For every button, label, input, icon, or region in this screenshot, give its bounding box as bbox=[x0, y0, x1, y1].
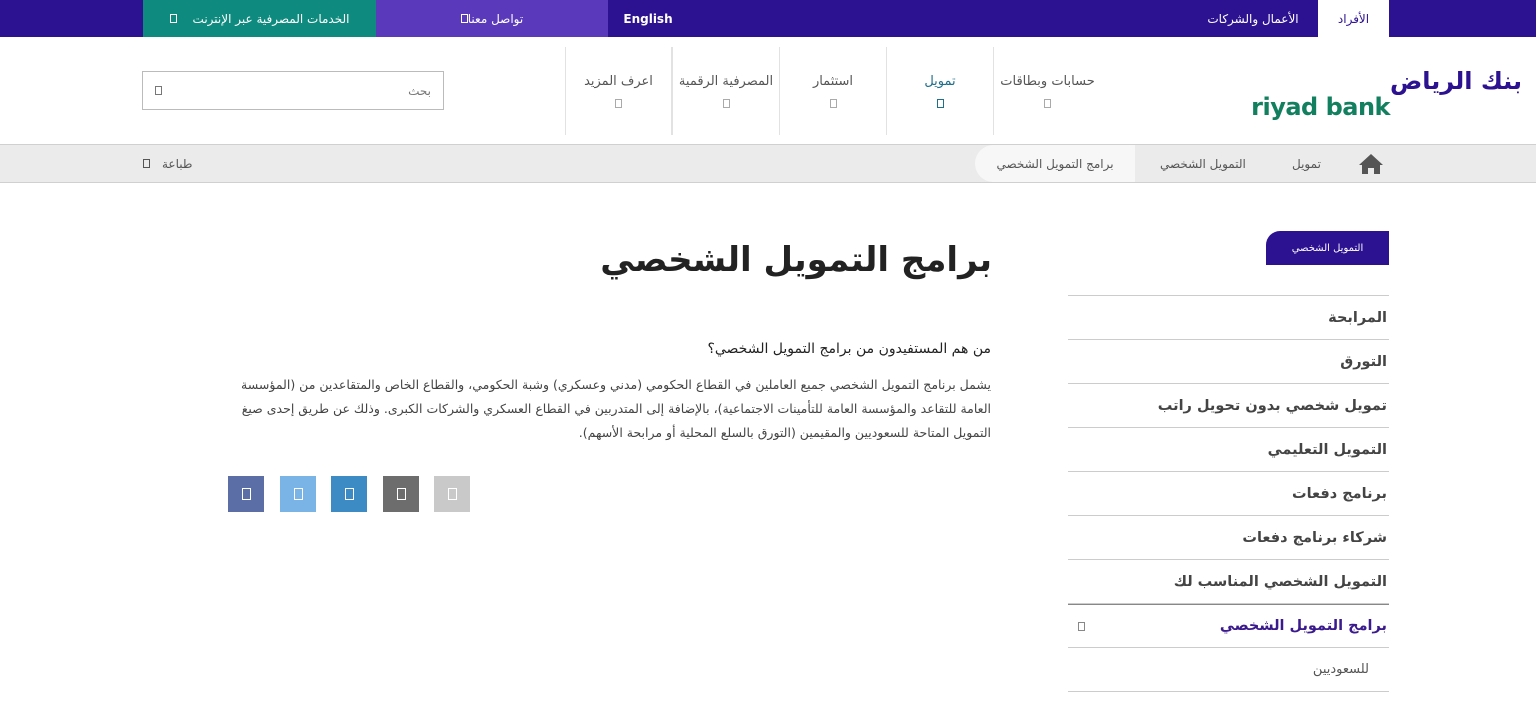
sidebar-menu bbox=[1068, 295, 1389, 692]
chevron-down-icon bbox=[1044, 99, 1051, 108]
online-banking-link[interactable] bbox=[143, 0, 376, 37]
search-input[interactable] bbox=[191, 84, 431, 98]
print-link[interactable] bbox=[143, 145, 192, 182]
chevron-down-icon bbox=[937, 99, 944, 108]
sidebar-subitem-label: للسعوديين bbox=[1312, 662, 1369, 677]
riyad-bank-logo[interactable] bbox=[1218, 65, 1522, 121]
print-icon bbox=[448, 488, 457, 500]
share-facebook-button[interactable] bbox=[228, 476, 264, 512]
sidebar-item-label: تمويل شخصي بدون تحويل راتب bbox=[1157, 397, 1387, 414]
breadcrumb-item-finance[interactable]: تمويل bbox=[1292, 156, 1321, 171]
sidebar-item-personal-finance-programs[interactable] bbox=[1068, 604, 1389, 648]
chevron-down-icon bbox=[723, 99, 730, 108]
logo-graphic bbox=[1218, 65, 1522, 121]
twitter-icon bbox=[294, 488, 303, 500]
nav-accounts-cards-label: حسابات وبطاقات bbox=[1000, 74, 1095, 89]
nav-learn-more[interactable] bbox=[565, 47, 672, 135]
collapse-icon bbox=[1078, 622, 1085, 631]
nav-digital-banking[interactable] bbox=[672, 47, 779, 135]
sidebar-item-label: المرابحة bbox=[1328, 309, 1387, 326]
search-icon[interactable] bbox=[155, 86, 162, 95]
lock-icon bbox=[170, 14, 177, 23]
chevron-down-icon bbox=[830, 99, 837, 108]
section-paragraph: يشمل برنامج التمويل الشخصي جميع العاملين في القطاع الحكومي (مدني وعسكري) وشبة الحكومي، والقطاع الخاص والمتقاعدين من (المؤسسة العامة للتقاعد والمؤسسة العامة للتأمينات الاجتماعية)، بالإضافة إلى المتدربين في القطاع العسكري والشركات الكبرى. وذلك عن طريق إحدى صيغ التمويل المتاحة للسعوديين والمقيمين (التورق بالسلع المحلية أو مرابحة الأسهم). bbox=[241, 377, 991, 440]
sidebar-item-dafaat[interactable] bbox=[1068, 472, 1389, 516]
sidebar-item-label: التمويل التعليمي bbox=[1267, 441, 1387, 458]
sidebar-item-label: التمويل الشخصي المناسب لك bbox=[1173, 573, 1387, 590]
print-icon bbox=[143, 159, 150, 168]
top-bar bbox=[0, 0, 1536, 37]
sidebar-item-murabaha[interactable] bbox=[1068, 296, 1389, 340]
breadcrumb-item-current: برامج التمويل الشخصي bbox=[975, 145, 1135, 182]
section-question: من هم المستفيدون من برامج التمويل الشخصي؟ bbox=[707, 341, 991, 357]
nav-investment-label: استثمار bbox=[812, 74, 854, 89]
sidebar-item-label: برامج التمويل الشخصي bbox=[1219, 618, 1387, 634]
nav-finance-label: تمويل bbox=[924, 74, 956, 89]
phone-icon bbox=[461, 14, 468, 23]
sidebar-item-suitable-finance[interactable] bbox=[1068, 560, 1389, 604]
online-banking-label: الخدمات المصرفية عبر الإنترنت bbox=[192, 11, 350, 26]
sidebar-item-label: شركاء برنامج دفعات bbox=[1242, 529, 1387, 546]
linkedin-icon bbox=[345, 488, 354, 500]
sidebar-section-tab[interactable]: التمويل الشخصي bbox=[1266, 231, 1389, 265]
nav-digital-banking-label: المصرفية الرقمية bbox=[678, 74, 774, 89]
sidebar-item-dafaat-partners[interactable] bbox=[1068, 516, 1389, 560]
english-language-link[interactable]: English bbox=[623, 11, 673, 26]
share-print-button[interactable] bbox=[434, 476, 470, 512]
search-box bbox=[142, 71, 444, 110]
sidebar-item-tawarruq[interactable] bbox=[1068, 340, 1389, 384]
breadcrumb-item-personal-finance[interactable]: التمويل الشخصي bbox=[1160, 156, 1246, 171]
home-link[interactable] bbox=[1358, 145, 1384, 182]
sidebar-subitem-saudis[interactable] bbox=[1068, 648, 1389, 692]
tab-individuals[interactable]: الأفراد bbox=[1318, 0, 1389, 37]
sidebar-item-no-salary-transfer[interactable] bbox=[1068, 384, 1389, 428]
svg-text:riyad bank: riyad bank bbox=[1251, 93, 1390, 121]
facebook-icon bbox=[242, 488, 251, 500]
nav-accounts-cards[interactable] bbox=[993, 47, 1101, 135]
contact-label: تواصل معنا bbox=[467, 11, 524, 26]
share-email-button[interactable] bbox=[383, 476, 419, 512]
tab-business[interactable]: الأعمال والشركات bbox=[1207, 11, 1299, 26]
email-icon bbox=[397, 488, 406, 500]
share-linkedin-button[interactable] bbox=[331, 476, 367, 512]
nav-investment[interactable] bbox=[779, 47, 886, 135]
sidebar-item-label: برنامج دفعات bbox=[1292, 485, 1387, 502]
nav-learn-more-label: اعرف المزيد bbox=[584, 74, 653, 89]
home-icon bbox=[1358, 153, 1384, 175]
page-title: برامج التمويل الشخصي bbox=[600, 240, 992, 280]
chevron-down-icon bbox=[615, 99, 622, 108]
sidebar-item-label: التورق bbox=[1340, 353, 1387, 370]
sidebar-item-education-finance[interactable] bbox=[1068, 428, 1389, 472]
nav-finance[interactable] bbox=[886, 47, 993, 135]
contact-link[interactable] bbox=[376, 0, 608, 37]
svg-text:بنك الرياض: بنك الرياض bbox=[1390, 67, 1522, 95]
breadcrumb bbox=[0, 144, 1536, 183]
share-twitter-button[interactable] bbox=[280, 476, 316, 512]
print-label: طباعة bbox=[162, 156, 193, 171]
header bbox=[0, 37, 1536, 144]
